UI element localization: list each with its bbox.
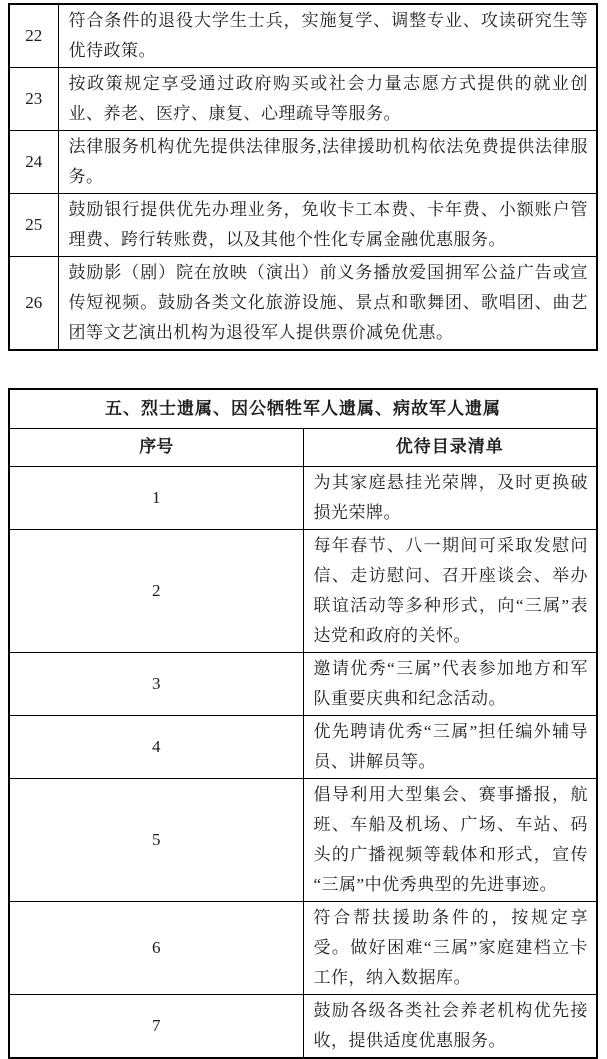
row-number: 22 <box>9 4 58 68</box>
column-header-list: 优待目录清单 <box>303 428 597 466</box>
row-number: 25 <box>9 194 58 257</box>
table-row <box>9 652 597 715</box>
table-row <box>9 715 597 778</box>
row-number: 5 <box>9 778 303 901</box>
table-header-row <box>9 428 597 466</box>
section-title: 五、烈士遗属、因公牺牲军人遗属、病故军人遗属 <box>9 389 597 428</box>
row-number: 4 <box>9 715 303 778</box>
table-row <box>9 466 597 529</box>
row-text: 鼓励各级各类社会养老机构优先接收，提供适度优惠服务。 <box>303 994 597 1058</box>
row-text: 邀请优秀“三属”代表参加地方和军队重要庆典和纪念活动。 <box>303 652 597 715</box>
column-header-number: 序号 <box>9 428 303 466</box>
row-text: 为其家庭悬挂光荣牌，及时更换破损光荣牌。 <box>303 466 597 529</box>
table-row <box>9 994 597 1058</box>
section-title-row <box>9 389 597 428</box>
row-number: 24 <box>9 131 58 194</box>
table-row <box>9 68 597 131</box>
row-text: 鼓励影（剧）院在放映（演出）前义务播放爱国拥军公益广告或宣传短视频。鼓励各类文化旅游设施、景点和歌舞团、歌唱团、曲艺团等文艺演出机构为退役军人提供票价减免优惠。 <box>58 257 597 351</box>
row-text: 法律服务机构优先提供法律服务,法律援助机构依法免费提供法律服务。 <box>58 131 597 194</box>
row-number: 3 <box>9 652 303 715</box>
row-number: 2 <box>9 529 303 652</box>
row-number: 1 <box>9 466 303 529</box>
row-number: 7 <box>9 994 303 1058</box>
row-text: 每年春节、八一期间可采取发慰问信、走访慰问、召开座谈会、举办联谊活动等多种形式，向“三属”表达党和政府的关怀。 <box>303 529 597 652</box>
benefits-table-martyr-families <box>8 388 598 1059</box>
table-row <box>9 257 597 351</box>
row-text: 符合帮扶援助条件的，按规定享受。做好困难“三属”家庭建档立卡工作，纳入数据库。 <box>303 901 597 994</box>
row-text: 倡导利用大型集会、赛事播报，航班、车船及机场、广场、车站、码头的广播视频等载体和形式，宣传“三属”中优秀典型的先进事迹。 <box>303 778 597 901</box>
row-text: 优先聘请优秀“三属”担任编外辅导员、讲解员等。 <box>303 715 597 778</box>
row-text: 符合条件的退役大学生士兵，实施复学、调整专业、攻读研究生等优待政策。 <box>58 4 597 68</box>
row-text: 按政策规定享受通过政府购买或社会力量志愿方式提供的就业创业、养老、医疗、康复、心理疏导等服务。 <box>58 68 597 131</box>
row-number: 26 <box>9 257 58 351</box>
row-text: 鼓励银行提供优先办理业务，免收卡工本费、卡年费、小额账户管理费、跨行转账费，以及其他个性化专属金融优惠服务。 <box>58 194 597 257</box>
row-number: 6 <box>9 901 303 994</box>
table-row <box>9 778 597 901</box>
table-row <box>9 194 597 257</box>
table-row <box>9 901 597 994</box>
table-row <box>9 529 597 652</box>
table-row <box>9 4 597 68</box>
row-number: 23 <box>9 68 58 131</box>
table-row <box>9 131 597 194</box>
benefits-table-veterans <box>8 3 598 351</box>
